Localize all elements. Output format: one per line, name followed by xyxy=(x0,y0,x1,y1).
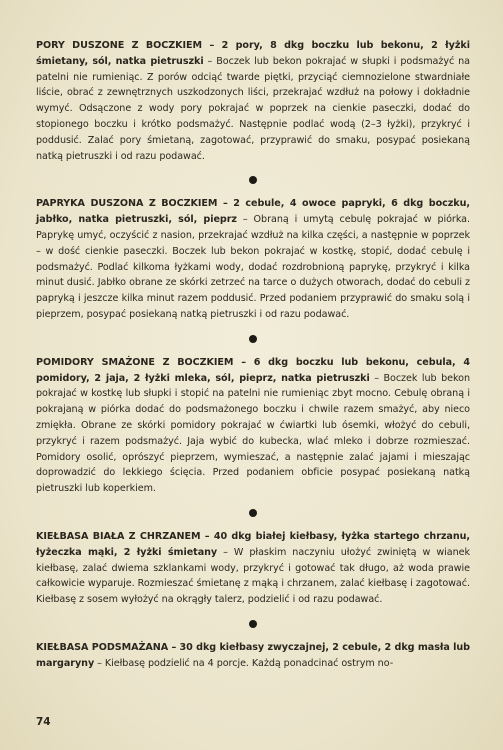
recipe-method: – Obraną i umytą cebulę pokrajać w piórka. Paprykę umyć, oczyścić z nasion, przekrajać wzdłuż na kilka części, a następnie w poprzek – w dość cienkie paseczki. Boczek lub bekon pokrajać w kostkę, stopić, dodać cebulę i podsmażyć. Podlać kilkoma łyżkami wody, dodać rozdrobnioną paprykę, przykryć i kilka minut dusić. Jabłko obrane ze skórki zetrzeć na tarce o dużych otworach, dodać do cebuli z papryką i jeszcze kilka minut razem poddusić. Przed podaniem przyprawić do smaku solą i pieprzem, posypać posiekaną natką pietruszki i od razu podawać. xyxy=(36,214,470,320)
recipe-method: – Kiełbasę podzielić na 4 porcje. Każdą ponadcinać ostrym no- xyxy=(94,657,394,669)
recipe-pory xyxy=(36,38,470,164)
recipe-method: – Boczek lub bekon pokrajać w kostkę lub słupki i stopić na patelni nie rumieniąc zbyt mocno. Cebulę obraną i pokrajaną w piórka dodać do podsmażonego boczku i chwile razem smażyć, aby nieco zmiękła. Obrane ze skórki pomidory pokrajać w ćwiartki lub ósemki, włożyć do cebuli, przykryć i razem podsmażyć. Jaja wybić do kubecka, wlać mleko i dobrze rozmieszać. Pomidory osolić, oprószyć pieprzem, wymieszać, a następnie zalać jajami i mieszając doprowadzić do lekkiego ścięcia. Przed podaniem obficie posypać posiekaną natką pietruszki lub koperkiem. xyxy=(36,372,470,495)
recipe-kielbasa-podsmazana xyxy=(36,640,470,672)
recipe-ingredients: – 2 cebule, 4 owoce papryki, 6 dkg boczku, jabłko, natka pietruszki, sól, pieprz xyxy=(36,198,470,226)
recipe-pomidory xyxy=(36,355,470,497)
recipe-ingredients: – 40 dkg białej kiełbasy, łyżka startego chrzanu, łyżeczka mąki, 2 łyżki śmietany xyxy=(36,530,470,558)
page-number: 74 xyxy=(36,716,51,728)
recipe-title: KIEŁBASA BIAŁA Z CHRZANEM xyxy=(36,530,201,542)
recipe-ingredients: – 30 dkg kiełbasy zwyczajnej, 2 cebule, 2 dkg masła lub margaryny xyxy=(36,641,470,669)
recipe-method: – Boczek lub bekon pokrajać w słupki i podsmażyć na patelni nie rumieniąc. Z porów odciąć twarde piętki, przyciąć ciemnozielone stwardniałe liście, obrać z zewnętrznych uszkodzonych liści, przekrajać wzdłuż na połowy i dokładnie wymyć. Odsączone z wody pory pokrajać w poprzek na cienkie paseczki, dodać do stopionego boczku i krótko podsmażyć. Następnie podlać wodą (2–3 łyżki), przykryć i poddusić. Zalać pory śmietaną, zagotować, przyprawić do smaku, posypać posiekaną natką pietruszki i od razu podawać. xyxy=(36,55,470,162)
separator-dot xyxy=(249,176,257,184)
recipe-ingredients: – 6 dkg boczku lub bekonu, cebula, 4 pomidory, 2 jaja, 2 łyżki mleka, sól, pieprz, natka pietruszki xyxy=(36,356,470,384)
recipe-title: PAPRYKA DUSZONA Z BOCZKIEM xyxy=(36,198,218,210)
recipe-ingredients: – 2 pory, 8 dkg boczku lub bekonu, 2 łyżki śmietany, sól, natka pietruszki xyxy=(36,40,470,67)
recipe-title: PORY DUSZONE Z BOCZKIEM xyxy=(36,40,203,51)
separator-dot xyxy=(249,335,257,343)
separator-dot xyxy=(249,620,257,628)
recipe-title: KIEŁBASA PODSMAŻANA xyxy=(36,641,169,653)
recipe-papryka xyxy=(36,196,470,322)
recipe-method: – W płaskim naczyniu ułożyć zwiniętą w wianek kiełbasę, zalać dwiema szklankami wody, przykryć i gotować tak długo, aż woda prawie całkowicie wyparuje. Rozmieszać śmietanę z mąką i chrzanem, zalać kiełbasę i zagotować. Kiełbasę z sosem wyłożyć na okrągły talerz, podzielić i od razu podawać. xyxy=(36,546,470,606)
recipe-kielbasa-biala xyxy=(36,529,470,608)
recipe-title: POMIDORY SMAŻONE Z BOCZKIEM xyxy=(36,356,234,368)
separator-dot xyxy=(249,509,257,517)
recipe-column xyxy=(36,38,470,672)
